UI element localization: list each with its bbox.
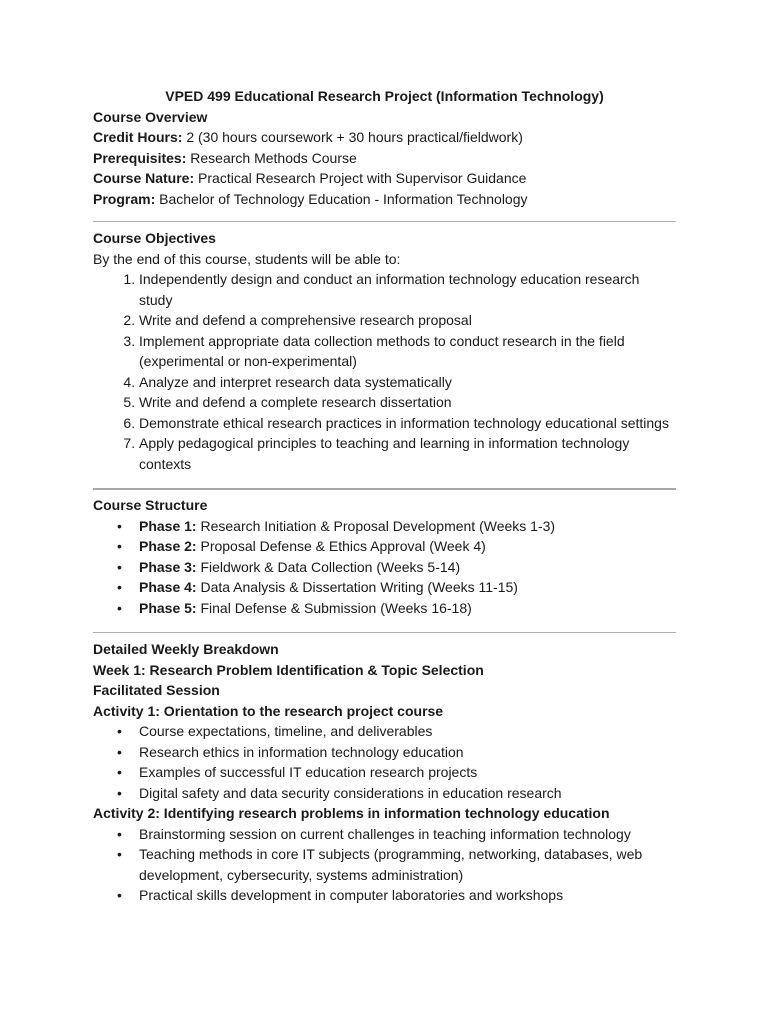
phase-item [139, 577, 676, 598]
phase-text: Final Defense & Submission (Weeks 16-18) [200, 599, 472, 616]
structure-heading: Course Structure [93, 497, 208, 513]
objective-item: 2. Write and defend a comprehensive research proposal [139, 310, 676, 331]
phase-label: Phase 4: [139, 579, 197, 595]
phase-text: Data Analysis & Dissertation Writing (Weeks 11-15) [200, 579, 518, 595]
weekly-heading: Detailed Weekly Breakdown [93, 641, 279, 657]
phase-text: Proposal Defense & Ethics Approval (Week 4) [200, 538, 486, 554]
session-label: Facilitated Session [93, 682, 220, 698]
objectives-intro: By the end of this course, students will be able to: [93, 250, 401, 267]
phase-label: Phase 3: [139, 558, 197, 575]
section-divider [93, 221, 676, 222]
phase-label: Phase 2: [139, 538, 197, 554]
objective-item: 6. Demonstrate ethical research practices in information technology educational settings [139, 413, 676, 434]
section-divider [93, 632, 676, 633]
field-value: Practical Research Project with Supervisor Guidance [198, 170, 527, 186]
objective-item: 7. Apply pedagogical principles to teaching and learning in information technology contexts [139, 433, 676, 474]
section-divider [93, 488, 676, 490]
course-nature-line [93, 168, 676, 189]
objective-item: 4. Analyze and interpret research data systematically [139, 372, 676, 393]
overview-heading: Course Overview [93, 108, 208, 125]
phase-item [139, 557, 676, 578]
objective-item: 5. Write and defend a complete research dissertation [139, 392, 676, 413]
field-label: Course Nature: [93, 170, 195, 186]
activity2-list [93, 824, 676, 906]
activity-item: • Teaching methods in core IT subjects (programming, networking, databases, web development, cybersecurity, systems administration) [139, 844, 676, 885]
phase-list [93, 516, 676, 619]
activity-item: • Course expectations, timeline, and deliverables [139, 721, 676, 742]
phase-label: Phase 1: [139, 517, 197, 534]
phase-label: Phase 5: [139, 599, 197, 616]
document-title: VPED 499 Educational Research Project (Information Technology) [165, 88, 604, 104]
activity-item: • Research ethics in information technology education [139, 742, 676, 763]
objectives-heading: Course Objectives [93, 230, 216, 246]
phase-text: Fieldwork & Data Collection (Weeks 5-14) [200, 558, 461, 575]
field-label: Program: [93, 190, 156, 207]
activity1-list [93, 721, 676, 803]
activity-item: • Practical skills development in computer laboratories and workshops [139, 885, 676, 906]
activity1-title: Activity 1: Orientation to the research project course [93, 702, 444, 719]
objective-item: 1. Independently design and conduct an information technology education research study [139, 269, 676, 310]
activity2-title: Activity 2: Identifying research problems in information technology education [93, 805, 610, 821]
phase-text: Research Initiation & Proposal Development (Weeks 1-3) [200, 517, 556, 534]
field-value: Bachelor of Technology Education - Information Technology [159, 190, 528, 207]
credit-hours-line [93, 127, 676, 148]
program-line [93, 189, 676, 210]
field-label: Prerequisites: [93, 149, 187, 166]
phase-item [139, 516, 676, 537]
phase-item [139, 536, 676, 557]
field-label: Credit Hours: [93, 129, 183, 145]
activity-item: • Digital safety and data security considerations in education research [139, 783, 676, 804]
field-value: 2 (30 hours coursework + 30 hours practical/fieldwork) [186, 129, 523, 145]
week1-title: Week 1: Research Problem Identification & Topic Selection [93, 661, 484, 678]
prerequisites-line [93, 148, 676, 169]
activity-item: • Examples of successful IT education research projects [139, 762, 676, 783]
objective-item: 3. Implement appropriate data collection methods to conduct research in the field (experimental or non-experimental) [139, 331, 676, 372]
activity-item: • Brainstorming session on current challenges in teaching information technology [139, 824, 676, 845]
phase-item [139, 598, 676, 619]
field-value: Research Methods Course [190, 149, 357, 166]
objectives-list [93, 269, 676, 474]
